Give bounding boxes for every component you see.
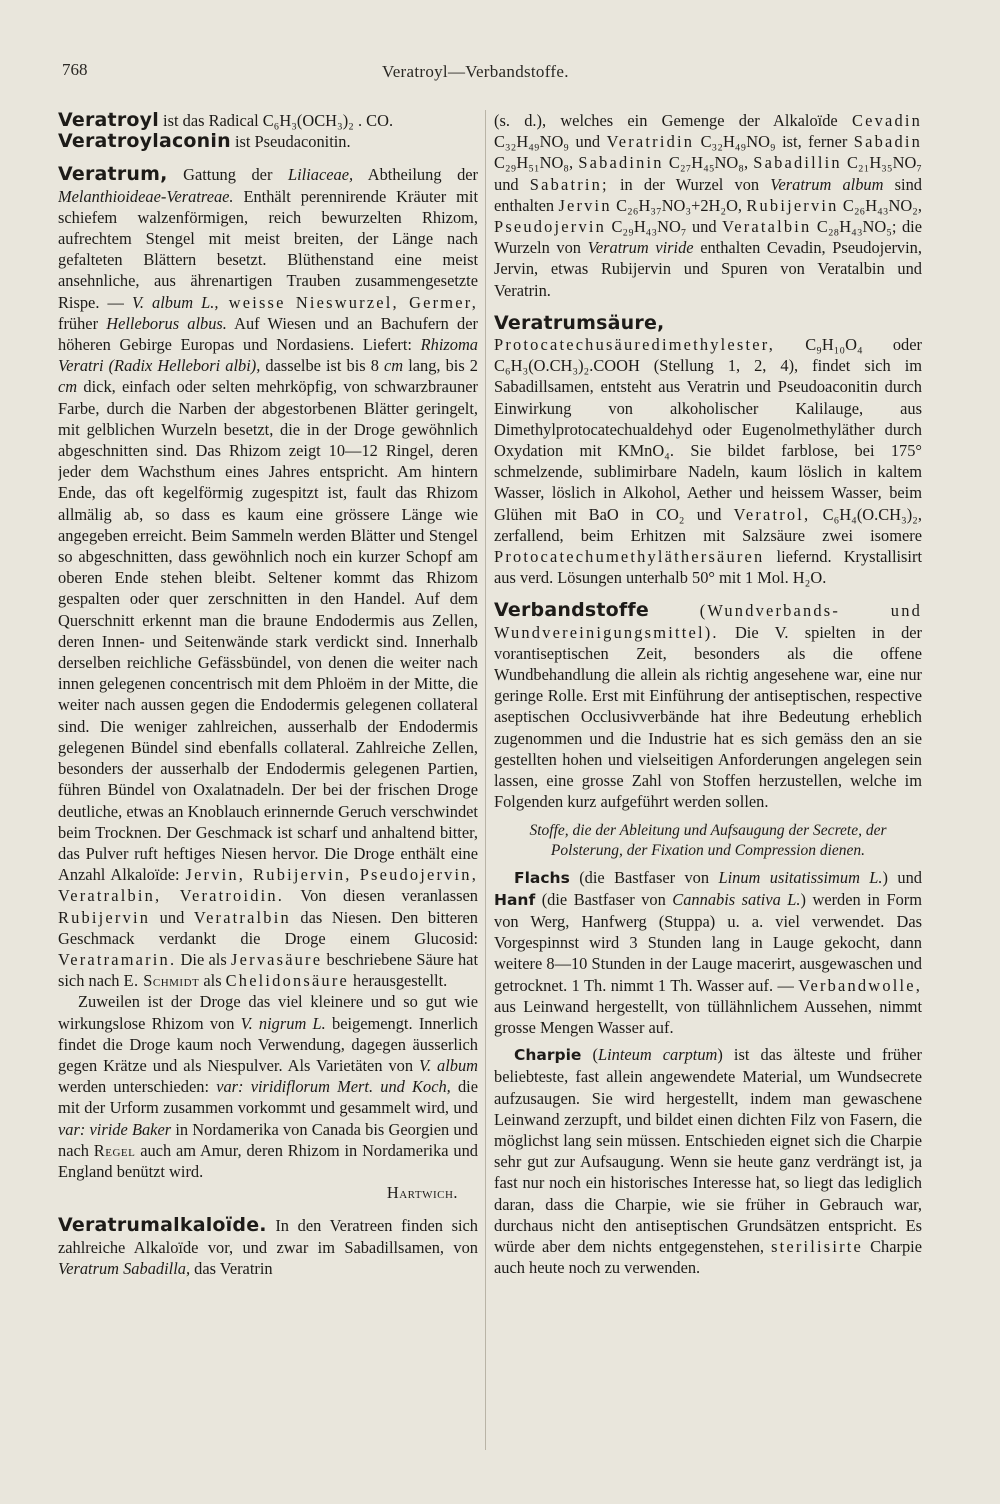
text: Die als <box>176 949 232 969</box>
text: Auf Wiesen und an Bachufern der höheren Gebirge Europas und Nordasiens. Liefert: <box>58 313 478 355</box>
text: als <box>199 971 226 991</box>
text: ) ist das älteste und früher beliebteste, fast allein angewendete Material, um Wundsecrete aufzusaugen. Sie wird hergestellt, indem man gewaschene Leinwand zerzupft, und bildet einen dichten Filz von Fasern, die möglichst lang sein müssen. Entschieden eignet sich die Charpie sehr gut zur Aufsaugung. Wenn sie heute ganz verdrängt ist, ja fast nur noch ein historisches Interesse hat, so liegt das lediglich daran, dass die Charpie, wie sie früher in Gebrauch war, durchaus nicht den antiseptischen Grundsätzen entspricht. Es würde aber dem nichts entgegenstehen, <box>494 1045 922 1256</box>
left-column <box>58 110 478 1465</box>
section-subheading: Stoffe, die der Ableitung und Aufsaugung der Secrete, der Polsterung, der Fixation und Compression dienen. <box>529 821 887 859</box>
entry-veratroyl <box>58 110 478 131</box>
entry-text: ist das Radical C₆H₃(OCH₃)₂ . CO. <box>158 111 394 130</box>
running-head <box>62 60 940 84</box>
text: Gattung der <box>167 165 288 185</box>
entry-veratroylaconin <box>58 131 478 152</box>
text: C₉H₁₀O₄ oder C₆H₃(O.CH₃)₂.COOH (Stellung 1, 2, 4), findet sich im Sabadillsamen, entsteht aus Veratrin und Pseudoaconitin durch Einwirkung von alkoholischer Kalilauge, aus Dimethylprotocatechualdehyd oder Eugenolmethyläther durch Oxydation mit KMnO₄. Sie bildet farblose, bei 175° schmelzende, sublimirbare Nadeln, kaum löslich in kaltem Wasser, löslich in Alkohol, Aether und heissem Wasser, beim Glühen mit BaO in CO₂ und <box>494 335 922 524</box>
text: C₂₈H₄₃NO₅; die Wurzeln von <box>494 217 922 258</box>
unit: cm <box>58 377 78 397</box>
taxon: Melanthioideae-Veratreae. <box>58 186 234 206</box>
text: das Veratrin <box>190 1258 273 1278</box>
text: sind enthalten <box>494 174 922 215</box>
spaced-term: Jervin <box>558 195 612 215</box>
paragraph-flachs <box>494 867 922 1039</box>
text: früher <box>58 313 107 333</box>
text: C₃₂H₄₉NO₉ und <box>494 132 607 152</box>
text: auch am Amur, deren Rhizom in Nordamerika und England benützt wird. <box>58 1140 478 1181</box>
spaced-term: Protocatechumethyläthersäuren <box>494 547 765 567</box>
spaced-term: Chelidonsäure <box>225 971 349 991</box>
spaced-term: Jervin, Rubijervin, Pseudojervin, Veratralbin, Veratroidin. <box>58 865 478 906</box>
text: liefernd. Krystallisirt aus verd. Lösungen unterhalb 50° mit 1 Mol. H₂O. <box>494 547 922 588</box>
text: dick, einfach oder selten mehrköpfig, von schwarzbrauner Farbe, durch die Narben der abgestorbenen Blätter geringelt, mit gelblichen Wurzeln besetzt, die in der Droge gewöhnlich abgeschnitten sind. Das Rhizom zeigt 10—12 Ringel, deren jeder dem Wachsthum eines Jahres entspricht. Am hintern Ende, das oft kegelförmig zugespitzt ist, fault das Rhizom allmälig ab, so dass es kaum eine grössere Länge wie angegeben erreicht. Beim Sammeln werden Blätter und Stengel so abgeschnitten, dass gewöhnlich noch ein kurzer Schopf am oberen Ende stehen bleibt. Seltener kommt das Rhizom gespalten oder quer zerschnitten in den Handel. Auf dem Querschnitt erkennt man die braune Endodermis aus Zellen, deren Innen- und Seitenwände stark verdickt sind. Innerhalb derselben reichliche Gefässbündel, von denen die weiter nach innen gelegenen concentrisch mit dem Phloëm in der Mitte, die weiter nach aussen gegen die Endodermis gelegenen collateral sind. Die weniger zahlreichen, ausserhalb der Endodermis gelegenen Bündel sind ebenfalls collateral. Zahlreiche Zellen, besonders der ausserhalb der Endodermis gelegenen Partien, führen Bündel von Oxalatnadeln. Der bei der frischen Droge deutliche, etwas an Knoblauch erinnernde Geruch verschwindet beim Trocknen. Der Geschmack ist scharf und anhaltend bitter, das Pulver ruft heftiges Niesen hervor. Die Droge enthält eine Anzahl Alkaloïde: <box>58 377 478 885</box>
taxon: Veratrum viride <box>587 238 694 258</box>
headword: Veratrum, <box>58 163 168 186</box>
headword: Verbandstoffe <box>494 599 649 622</box>
headword: Veratrumsäure, <box>494 311 665 334</box>
spaced-term: sterilisirte <box>771 1236 864 1256</box>
entry-text: ist Pseudaconitin. <box>230 132 351 152</box>
text: dasselbe ist bis 8 <box>260 356 385 376</box>
text: herausgestellt. <box>348 971 448 991</box>
text: in der Wurzel von <box>608 174 771 194</box>
headword: Veratrumalkaloïde. <box>58 1214 267 1237</box>
author-name: E. Schmidt <box>123 971 200 991</box>
spaced-term: Sabadin <box>853 132 922 152</box>
taxon: var: viride Baker <box>58 1119 172 1139</box>
headword: Veratroylaconin <box>58 130 231 153</box>
taxon: Veratrum Sabadilla, <box>58 1258 191 1278</box>
taxon: Linum usitatissimum L. <box>718 867 883 887</box>
text: (die Bastfaser von <box>569 867 719 887</box>
text: das Niesen. Den bitteren Geschmack verdankt die Droge einem Glucosid: <box>58 907 478 948</box>
headword: Hanf <box>494 890 536 909</box>
latin-name: Linteum carptum <box>597 1045 718 1065</box>
spaced-term: Rubijervin <box>746 195 839 215</box>
spaced-term: Cevadin <box>851 111 922 130</box>
spaced-term: Sabadinin <box>578 153 664 173</box>
taxon: Veratrum album <box>770 174 884 194</box>
text: (s. d.), welches ein Gemenge der Alkaloïde <box>494 111 852 130</box>
drug-name: Rhizoma Veratri (Radix Hellebori albi), <box>58 335 478 376</box>
text: Enthält perennirende Kräuter mit schiefem walzenförmigen, reich bewurzelten Rhizom, aufrechtem Stengel mit meist breiten, der Länge nach gefalteten Blättern besetzt. Blüthenstand eine meist ansehnliche, aus ährenartigen Trauben zusammengesetzte Rispe. — <box>58 186 478 312</box>
entry-veratrumalkaloide <box>58 1215 478 1279</box>
spaced-term: Veratramarin. <box>58 949 177 969</box>
spaced-term: weisse Nieswurzel, Germer, <box>218 292 478 312</box>
spaced-term: Veratalbin <box>722 217 812 237</box>
text: C₂₇H₄₅NO₈, <box>663 153 754 173</box>
unit: cm <box>384 356 404 376</box>
text: ) werden in Form von Werg, Hanfwerg (Stuppa) u. a. viel verwendet. Das Vorgespinnst wird 3 Stunden lang in Lauge gekocht, dann weitere 8—10 Stunden in der Lauge macerirt, ausgewaschen und getrocknet. 1 Th. nimmt 1 Th. Wasser auf. — <box>494 889 922 995</box>
text: und <box>150 907 194 927</box>
entry-alkaloide-continued <box>494 110 922 301</box>
column-divider <box>485 110 486 1450</box>
spaced-term: Veratrol, <box>733 504 811 524</box>
paragraph-varieties <box>58 991 478 1203</box>
text: ) und <box>882 867 922 887</box>
text: aus Leinwand hergestellt, von tüllähnlichem Aussehen, nimmt grosse Mengen Wasser auf. <box>494 996 922 1037</box>
spaced-term: Verbandwolle, <box>798 975 922 995</box>
headword: Flachs <box>514 868 570 887</box>
spaced-term: Veratridin <box>606 132 695 152</box>
entry-veratrum <box>58 164 478 991</box>
text: Zuweilen ist der Droge das viel kleinere und so gut wie wirkungslose Rhizom von <box>58 992 478 1033</box>
text: die mit der Urform zusammen vorkommt und gesammelt wird, und <box>58 1077 478 1118</box>
spaced-term: Sabadillin <box>753 153 842 173</box>
spaced-term: Protocatechusäuredimethylester, <box>494 335 775 355</box>
right-column <box>494 110 922 1465</box>
spaced-term: Sabatrin; <box>529 174 609 194</box>
spaced-term: Rubijervin <box>58 907 151 927</box>
text: Abtheilung der <box>353 165 478 185</box>
page-number: 768 <box>62 60 88 79</box>
text: C₂₉H₄₃NO₇ und <box>606 217 723 237</box>
text: Von diesen veranlassen <box>284 886 478 906</box>
text: C₃₂H₄₉NO₉ ist, ferner <box>694 132 854 152</box>
text: Charpie auch heute noch zu verwenden. <box>494 1236 922 1278</box>
text: C₂₆H₄₃NO₂, <box>838 195 922 215</box>
text: ( <box>581 1045 598 1065</box>
text: beigemengt. Innerlich findet die Droge kaum noch Verwendung, dagegen äusserlich gegen Krätze und als Niespulver. Als Varietäten von <box>58 1013 478 1075</box>
spaced-term: (Wundverbands- und Wundvereinigungsmittel). <box>494 601 922 642</box>
text: lang, bis 2 <box>403 356 478 376</box>
text: C₂₆H₃₇NO₃+2H₂O, <box>611 195 747 215</box>
text: werden unterschieden: <box>58 1077 217 1097</box>
headword: Charpie <box>514 1046 582 1065</box>
paragraph-charpie <box>494 1044 922 1278</box>
taxon: V. nigrum L. <box>240 1013 326 1033</box>
text: beschriebene Säure hat sich nach <box>58 949 478 991</box>
author-name: Regel <box>93 1140 136 1160</box>
spaced-term: Veratralbin <box>193 907 291 927</box>
text: C₂₁H₃₅NO₇ und <box>494 153 922 194</box>
taxon: var: viridiflorum Mert. und Koch, <box>216 1077 451 1097</box>
text: In den Veratreen finden sich zahlreiche Alkaloïde vor, und zwar im Sabadillsamen, von <box>58 1216 478 1257</box>
entry-veratrumsaeure <box>494 313 922 589</box>
text: (die Bastfaser von <box>535 889 673 909</box>
text: C₂₉H₅₁NO₈, <box>494 153 579 173</box>
headword: Veratroyl <box>58 110 159 131</box>
text: C₆H₄(O.CH₃)₂, zerfallend, beim Erhitzen mit Salzsäure zwei isomere <box>494 504 922 545</box>
author-signature: Hartwich. <box>386 1183 458 1203</box>
taxon: Helleborus albus. <box>106 313 227 333</box>
text: Die V. spielten in der vorantiseptischen Zeit, besonders als die offene Wundbehandlung die allein als richtig angesehene war, eine nur geringe Rolle. Erst mit Einführung der antiseptischen, respective aseptischen Occlusivverbände hat ihre Bedeutung erheblich zugenommen und die Industrie hat es sich gemäss den an sie gestellten hohen und vielseitigen Anforderungen angelegen sein lassen, eine grosse Zahl von Stoffen herzustellen, welche im Folgenden kurz aufgeführt werden sollen. <box>494 622 922 812</box>
spaced-term: Pseudojervin <box>494 217 606 237</box>
running-title: Veratroyl—Verbandstoffe. <box>382 62 569 81</box>
spaced-term: Jervasäure <box>231 949 323 969</box>
taxon: V. album L., <box>131 292 219 312</box>
taxon: Cannabis sativa L. <box>672 889 801 909</box>
text: enthalten Cevadin, Pseudojervin, Jervin, etwas Rubijervin und Spuren von Veratalbin und Veratrin. <box>494 238 922 300</box>
taxon: Liliaceae, <box>288 165 354 185</box>
text: in Nordamerika von Canada bis Georgien und nach <box>58 1119 478 1160</box>
taxon: V. album <box>419 1055 478 1075</box>
entry-verbandstoffe <box>494 600 922 812</box>
